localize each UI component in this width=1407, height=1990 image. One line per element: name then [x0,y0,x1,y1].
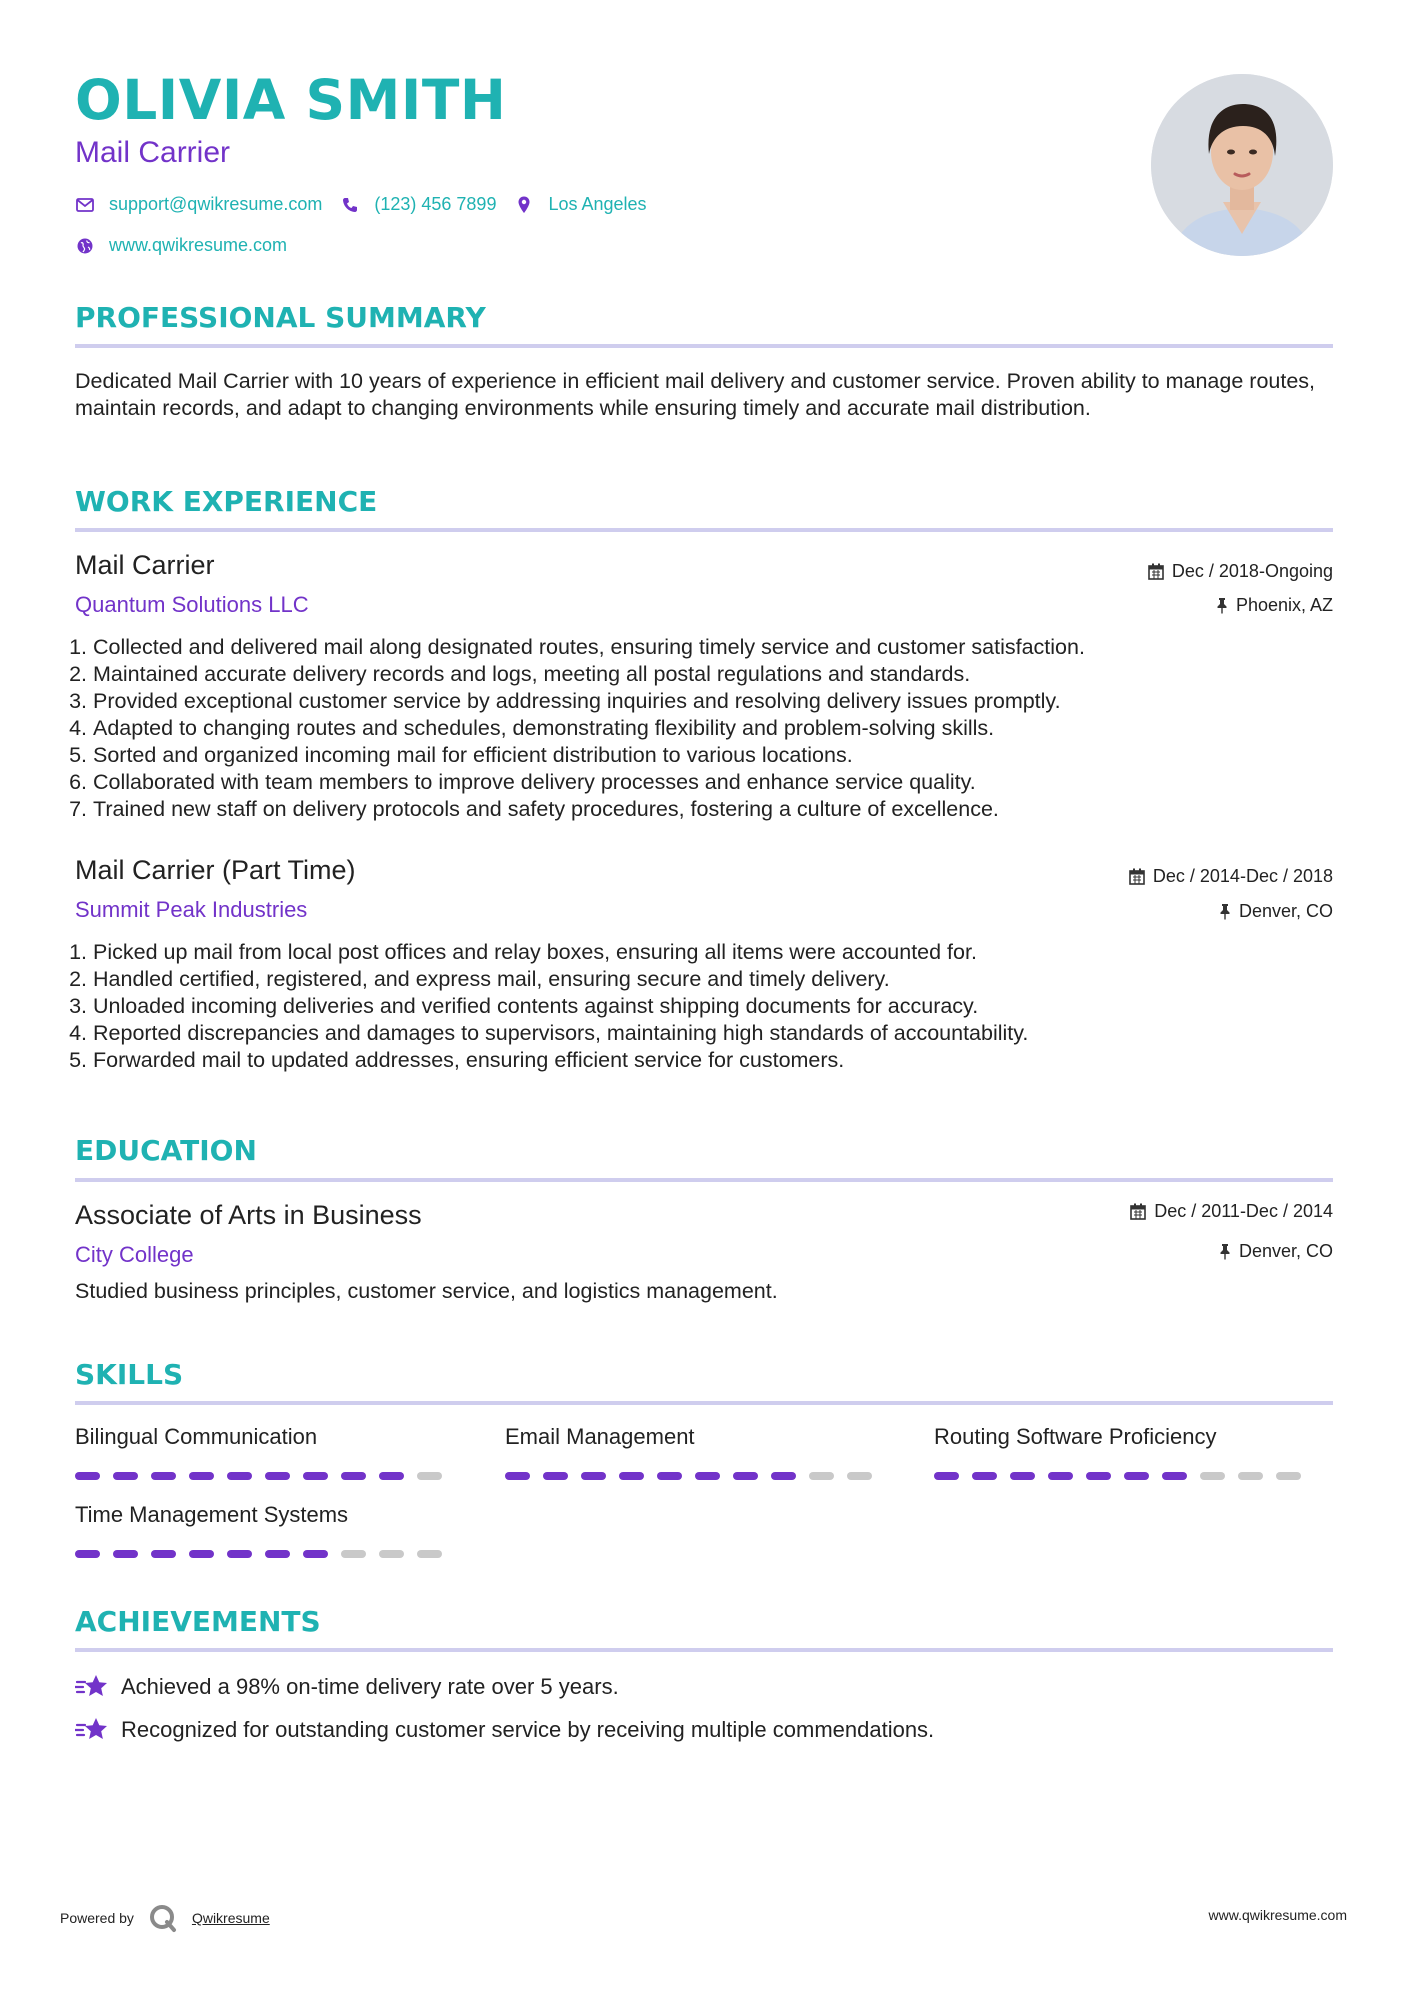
powered-by-label: Powered by [60,1910,134,1926]
skill-dot-filled [972,1472,997,1480]
contact-website[interactable] [75,235,287,256]
contact-row [75,194,665,215]
skill-dot-filled [303,1472,328,1480]
skill-dot-filled [1086,1472,1111,1480]
experience-heading: WORK EXPERIENCE [75,485,378,518]
calendar-icon [1129,868,1145,885]
skill-dot-filled [695,1472,720,1480]
envelope-icon [75,195,95,215]
candidate-title: Mail Carrier [75,136,231,169]
footer-powered-by [60,1903,270,1933]
job-company: Summit Peak Industries [75,897,308,922]
job-dates [1148,561,1333,582]
achievement-item [75,1673,619,1701]
education-dates-text: Dec / 2011-Dec / 2014 [1154,1201,1333,1221]
qwikresume-logo-icon [148,1903,178,1933]
skill-dot-filled [113,1550,138,1558]
skill-dot-filled [619,1472,644,1480]
job-dates-text: Dec / 2014-Dec / 2018 [1152,866,1333,886]
star-award-icon [75,1716,109,1744]
list-item: 7. Trained new staff on delivery protocols and safety procedures, fostering a culture of excellence. [93,796,1085,823]
skill-rating [934,1472,1314,1480]
education-degree: Associate of Arts in Business [75,1200,422,1230]
candidate-name: OLIVIA SMITH [75,68,507,132]
job-title: Mail Carrier (Part Time) [75,855,356,885]
list-item: 1. Picked up mail from local post offices and relay boxes, ensuring all items were accounted for. [93,939,1028,966]
job-location-text: Phoenix, AZ [1235,595,1333,615]
skill-dot-filled [733,1472,758,1480]
list-item: 2. Maintained accurate delivery records and logs, meeting all postal regulations and standards. [93,661,1085,688]
list-item: 5. Sorted and organized incoming mail for efficient distribution to various locations. [93,742,1085,769]
website-row [75,235,305,256]
skill-rating [75,1472,455,1480]
job-location-text: Denver, CO [1238,901,1333,921]
job-dates [1129,866,1333,887]
achievements-divider [75,1648,1333,1652]
email-text: support@qwikresume.com [109,194,323,214]
summary-heading: PROFESSIONAL SUMMARY [75,301,486,334]
list-item: 5. Forwarded mail to updated addresses, ensuring efficient service for customers. [93,1047,1028,1074]
job-location [1219,901,1333,922]
skills-heading: SKILLS [75,1358,184,1391]
calendar-icon [1148,563,1164,580]
skill-dot-filled [151,1550,176,1558]
job-dates-text: Dec / 2018-Ongoing [1171,561,1333,581]
achievement-text: Achieved a 98% on-time delivery rate over 5 years. [121,1674,619,1699]
location-text: Los Angeles [548,194,647,214]
skill-dot-filled [75,1550,100,1558]
calendar-icon [1130,1203,1146,1220]
skill-dot-empty [847,1472,872,1480]
skill-dot-filled [265,1550,290,1558]
pushpin-icon [1219,1243,1231,1260]
education-divider [75,1178,1333,1182]
map-pin-icon [514,195,534,215]
list-item: 4. Reported discrepancies and damages to supervisors, maintaining high standards of accountability. [93,1020,1028,1047]
skill-dot-filled [1124,1472,1149,1480]
skill-dot-filled [113,1472,138,1480]
skill-rating [505,1472,885,1480]
skill-dot-empty [1200,1472,1225,1480]
star-award-icon [75,1673,109,1701]
achievements-heading: ACHIEVEMENTS [75,1605,321,1638]
skill-dot-filled [75,1472,100,1480]
skill-dot-filled [189,1472,214,1480]
job-title: Mail Carrier [75,550,215,580]
education-description: Studied business principles, customer service, and logistics management. [75,1279,778,1303]
skill-dot-filled [265,1472,290,1480]
brand-link[interactable]: Qwikresume [191,1910,270,1926]
phone-text: (123) 456 7899 [374,194,497,214]
list-item: 3. Unloaded incoming deliveries and verified contents against shipping documents for accuracy. [93,993,1028,1020]
contact-email[interactable] [75,194,322,215]
skill-dot-filled [341,1472,366,1480]
summary-divider [75,344,1333,348]
education-location-text: Denver, CO [1238,1241,1333,1261]
job-2-bullets [66,939,1028,1074]
achievement-text: Recognized for outstanding customer service by receiving multiple commendations. [121,1717,935,1742]
skill-dot-empty [341,1550,366,1558]
list-item: 6. Collaborated with team members to improve delivery processes and enhance service quality. [93,769,1085,796]
skill-dot-filled [543,1472,568,1480]
achievement-item [75,1716,934,1744]
skill-dot-empty [417,1472,442,1480]
list-item: 2. Handled certified, registered, and express mail, ensuring secure and timely delivery. [93,966,1028,993]
profile-photo [1151,74,1333,256]
education-heading: EDUCATION [75,1134,257,1167]
education-dates [1130,1201,1333,1222]
footer-url[interactable]: www.qwikresume.com [1208,1907,1347,1923]
skills-divider [75,1401,1333,1405]
education-school: City College [75,1242,194,1267]
skill-dot-empty [417,1550,442,1558]
contact-phone[interactable] [340,194,496,215]
skill-label: Time Management Systems [75,1502,349,1527]
pushpin-icon [1216,597,1228,614]
skill-label: Bilingual Communication [75,1424,318,1449]
skill-dot-filled [189,1550,214,1558]
skill-item [505,1424,885,1480]
skill-item [75,1424,455,1480]
website-text: www.qwikresume.com [109,235,288,255]
skill-dot-filled [505,1472,530,1480]
list-item: 1. Collected and delivered mail along designated routes, ensuring timely service and customer satisfaction. [93,634,1085,661]
skill-dot-filled [771,1472,796,1480]
job-1-bullets [66,634,1085,823]
skill-dot-empty [1276,1472,1301,1480]
skill-dot-filled [1048,1472,1073,1480]
skill-dot-filled [657,1472,682,1480]
skill-item [934,1424,1314,1480]
contact-location [514,194,646,215]
pushpin-icon [1219,903,1231,920]
list-item: 3. Provided exceptional customer service by addressing inquiries and resolving delivery issues promptly. [93,688,1085,715]
skill-rating [75,1550,455,1558]
skill-dot-filled [1162,1472,1187,1480]
skill-dot-filled [379,1472,404,1480]
skill-dot-filled [581,1472,606,1480]
job-company: Quantum Solutions LLC [75,592,309,617]
skill-label: Email Management [505,1424,695,1449]
skill-item [75,1502,455,1558]
skill-dot-filled [303,1550,328,1558]
phone-icon [340,195,360,215]
globe-icon [75,236,95,256]
skill-dot-filled [227,1550,252,1558]
summary-text: Dedicated Mail Carrier with 10 years of experience in efficient mail delivery and customer service. Proven ability to manage routes, maintain records, and adapt to changing environments while ensuring timely and accurate mail distribution. [75,369,1316,420]
skill-dot-empty [379,1550,404,1558]
skill-dot-empty [1238,1472,1263,1480]
skill-label: Routing Software Proficiency [934,1424,1217,1449]
skill-dot-filled [151,1472,176,1480]
skill-dot-filled [1010,1472,1035,1480]
job-location [1216,595,1333,616]
list-item: 4. Adapted to changing routes and schedules, demonstrating flexibility and problem-solving skills. [93,715,1085,742]
skill-dot-filled [227,1472,252,1480]
skill-dot-filled [934,1472,959,1480]
education-location [1219,1241,1333,1262]
skill-dot-empty [809,1472,834,1480]
experience-divider [75,528,1333,532]
